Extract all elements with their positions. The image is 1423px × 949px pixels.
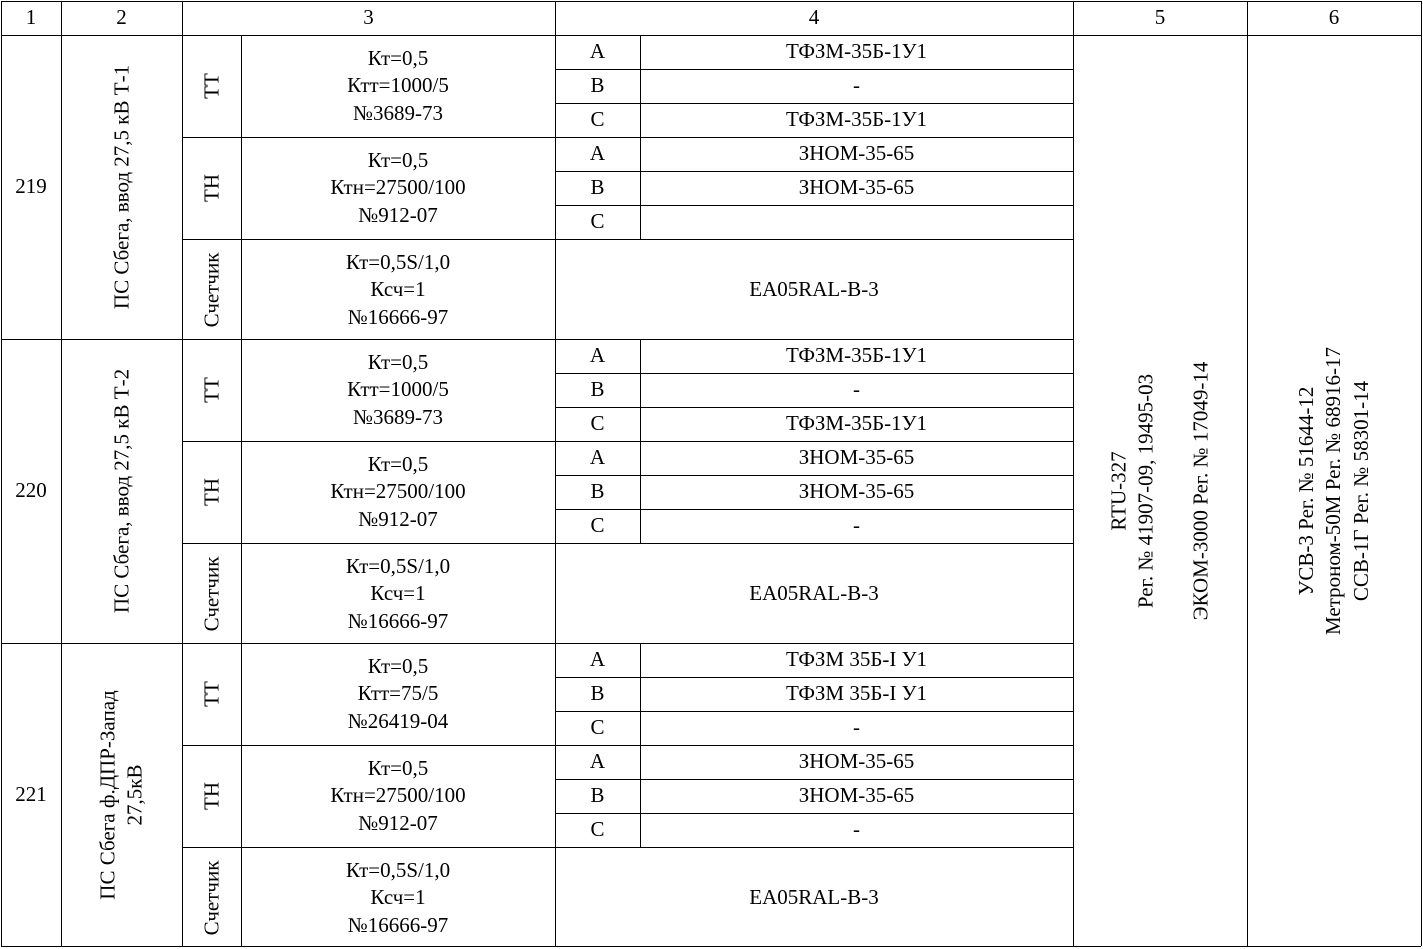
connection-name-text-line: ПС Сбега ф.ДПР-Запад <box>95 690 120 900</box>
tt-phase: C <box>590 715 605 740</box>
tt-param: Кт=0,5 <box>367 350 429 375</box>
tn-model: ЗНОМ-35-65 <box>798 175 915 200</box>
tt-model: - <box>853 377 860 402</box>
tn-label-text <box>198 478 225 506</box>
connection-name-text-line: ПС Сбега, ввод 27,5 кВ Т-1 <box>108 64 133 310</box>
row-border <box>182 137 1073 138</box>
row-border <box>1 1 1421 2</box>
connection-name-text <box>108 369 135 613</box>
tt-label <box>182 643 241 745</box>
meter-param: Ксч=1 <box>370 581 426 606</box>
tn-params <box>241 745 555 847</box>
tt-param: Кт=0,5 <box>367 46 429 71</box>
row-border <box>182 745 1073 746</box>
tt-model: ТФЗМ 35Б-I У1 <box>785 647 928 672</box>
tn-param: Ктн=27500/100 <box>330 783 466 808</box>
tn-model: ЗНОМ-35-65 <box>798 141 915 166</box>
tt-label-text-line: ТТ <box>198 377 223 403</box>
controller-info <box>1073 35 1247 946</box>
tn-label-text-line: ТН <box>198 174 223 202</box>
meter-model: EA05RAL-B-3 <box>749 581 879 606</box>
row-border <box>555 813 1073 814</box>
meter-label-text <box>198 253 225 328</box>
tt-param: Ктт=1000/5 <box>347 73 449 98</box>
row-border <box>555 677 1073 678</box>
tt-model: ТФЗМ 35Б-I У1 <box>785 681 928 706</box>
tt-label-text-line: ТТ <box>198 73 223 99</box>
column-border <box>241 35 242 946</box>
meter-model: EA05RAL-B-3 <box>749 277 879 302</box>
row-border <box>1 643 1073 644</box>
meter-param: №16666-97 <box>347 912 449 937</box>
time-sync-info-text-line: УСВ-3 Рег. № 51644-12 <box>1294 386 1319 595</box>
tn-model: - <box>853 817 860 842</box>
row-border <box>182 441 1073 442</box>
tn-param: Кт=0,5 <box>367 756 429 781</box>
tn-param: №912-07 <box>358 506 438 531</box>
tt-label <box>182 35 241 137</box>
connection-name <box>61 643 182 947</box>
tn-phase: B <box>590 479 605 504</box>
tt-param: №26419-04 <box>347 708 449 733</box>
tn-model: - <box>853 513 860 538</box>
tt-phase: A <box>589 343 606 368</box>
tn-phase: C <box>590 817 605 842</box>
row-border <box>555 103 1073 104</box>
tt-phase: B <box>590 73 605 98</box>
row-border <box>182 847 1073 848</box>
tt-label <box>182 339 241 441</box>
tn-phase: A <box>589 141 606 166</box>
tn-params <box>241 441 555 543</box>
connection-name-text <box>94 690 149 899</box>
connection-name-text-line: ПС Сбега, ввод 27,5 кВ Т-2 <box>108 368 133 614</box>
tt-label-text <box>198 73 225 99</box>
tn-param: Кт=0,5 <box>367 148 429 173</box>
tt-model: ТФЗМ-35Б-1У1 <box>785 411 928 436</box>
tt-param: Кт=0,5 <box>367 654 429 679</box>
tt-model: - <box>853 715 860 740</box>
meter-param: №16666-97 <box>347 608 449 633</box>
tt-model: - <box>853 73 860 98</box>
tn-param: Ктн=27500/100 <box>330 175 466 200</box>
meter-label-text-line: Счетчик <box>198 860 223 936</box>
tt-phase: B <box>590 377 605 402</box>
meter-param: Кт=0,5S/1,0 <box>345 554 451 579</box>
tt-phase: A <box>589 647 606 672</box>
column-border <box>1421 1 1422 946</box>
column-border <box>1073 1 1074 946</box>
column-header-4: 4 <box>808 5 820 30</box>
controller-info-text-line: ЭКОМ-3000 Рег. № 17049-14 <box>1188 361 1213 620</box>
tn-label-text-line: ТН <box>198 478 223 506</box>
connection-name-text-line: 27,5кВ <box>122 764 147 826</box>
row-border <box>555 475 1073 476</box>
tt-param: Ктт=75/5 <box>357 681 439 706</box>
tn-model <box>640 205 1073 239</box>
tt-params <box>241 643 555 745</box>
tt-params <box>241 339 555 441</box>
row-border <box>182 239 1073 240</box>
connection-name-text <box>108 65 135 309</box>
row-number: 219 <box>15 174 47 199</box>
tn-phase: C <box>590 209 605 234</box>
row-number: 220 <box>15 478 47 503</box>
row-border <box>555 69 1073 70</box>
row-border <box>555 407 1073 408</box>
time-sync-info <box>1247 35 1421 946</box>
column-border <box>182 1 183 946</box>
controller-info-text-line <box>1160 361 1187 620</box>
row-border <box>555 711 1073 712</box>
meter-param: Кт=0,5S/1,0 <box>345 858 451 883</box>
tn-label-text-line: ТН <box>198 782 223 810</box>
tn-model: ЗНОМ-35-65 <box>798 479 915 504</box>
row-border <box>555 171 1073 172</box>
tn-label-text <box>198 174 225 202</box>
meter-params <box>241 543 555 645</box>
row-border <box>1 339 1073 340</box>
tn-params <box>241 137 555 239</box>
meter-label <box>182 543 241 645</box>
tt-phase: B <box>590 681 605 706</box>
tn-model: ЗНОМ-35-65 <box>798 445 915 470</box>
tt-label-text <box>198 681 225 707</box>
connection-name <box>61 35 182 339</box>
tn-param: №912-07 <box>358 810 438 835</box>
meter-label <box>182 239 241 341</box>
controller-info-text <box>1105 361 1214 620</box>
row-border <box>1 946 1421 947</box>
tn-label <box>182 745 241 847</box>
tn-label-text <box>198 782 225 810</box>
tt-label-text-line: ТТ <box>198 681 223 707</box>
tn-param: №912-07 <box>358 202 438 227</box>
tn-label <box>182 137 241 239</box>
tn-phase: A <box>589 445 606 470</box>
tt-model: ТФЗМ-35Б-1У1 <box>785 107 928 132</box>
meter-label-text <box>198 861 225 936</box>
column-header-1: 1 <box>25 5 37 30</box>
column-border <box>555 1 556 946</box>
row-border <box>555 205 1073 206</box>
tn-model: ЗНОМ-35-65 <box>798 783 915 808</box>
tt-phase: C <box>590 107 605 132</box>
tn-phase: B <box>590 783 605 808</box>
controller-info-text-line: Рег. № 41907-09, 19495-03 <box>1133 373 1158 608</box>
meter-label-text <box>198 557 225 632</box>
meter-param: Ксч=1 <box>370 277 426 302</box>
time-sync-info-text-line: ССВ-1Г Рег. № 58301-14 <box>1348 380 1373 601</box>
controller-info-text-line: RTU-327 <box>1106 450 1131 531</box>
meter-params <box>241 847 555 949</box>
row-border <box>555 779 1073 780</box>
column-header-2: 2 <box>116 5 127 30</box>
meter-label-text-line: Счетчик <box>198 556 223 632</box>
row-number: 221 <box>15 782 47 807</box>
tt-param: Ктт=1000/5 <box>347 377 449 402</box>
tt-model: ТФЗМ-35Б-1У1 <box>785 343 928 368</box>
column-border <box>61 1 62 946</box>
tt-label-text <box>198 377 225 403</box>
tn-phase: A <box>589 749 606 774</box>
tn-phase: C <box>590 513 605 538</box>
row-border <box>1 35 1421 36</box>
tt-model: ТФЗМ-35Б-1У1 <box>785 39 928 64</box>
column-header-6: 6 <box>1328 5 1340 30</box>
meter-model: EA05RAL-B-3 <box>749 885 879 910</box>
meter-param: №16666-97 <box>347 304 449 329</box>
column-border <box>1 1 2 946</box>
meter-param: Ксч=1 <box>370 885 426 910</box>
tn-param: Кт=0,5 <box>367 452 429 477</box>
time-sync-info-text <box>1293 347 1375 635</box>
meter-label <box>182 847 241 949</box>
column-header-5: 5 <box>1154 5 1166 30</box>
time-sync-info-text-line: Метроном-50М Рег. № 68916-17 <box>1321 346 1346 635</box>
tn-phase: B <box>590 175 605 200</box>
tn-model: ЗНОМ-35-65 <box>798 749 915 774</box>
tt-phase: C <box>590 411 605 436</box>
row-border <box>555 373 1073 374</box>
connection-name <box>61 339 182 643</box>
tt-phase: A <box>589 39 606 64</box>
meter-label-text-line: Счетчик <box>198 252 223 328</box>
row-border <box>555 509 1073 510</box>
tn-label <box>182 441 241 543</box>
tn-param: Ктн=27500/100 <box>330 479 466 504</box>
column-header-3: 3 <box>363 5 374 30</box>
meter-params <box>241 239 555 341</box>
tt-param: №3689-73 <box>352 100 444 125</box>
meter-param: Кт=0,5S/1,0 <box>345 250 451 275</box>
row-border <box>182 543 1073 544</box>
tt-params <box>241 35 555 137</box>
column-border <box>1247 1 1248 946</box>
tt-param: №3689-73 <box>352 404 444 429</box>
